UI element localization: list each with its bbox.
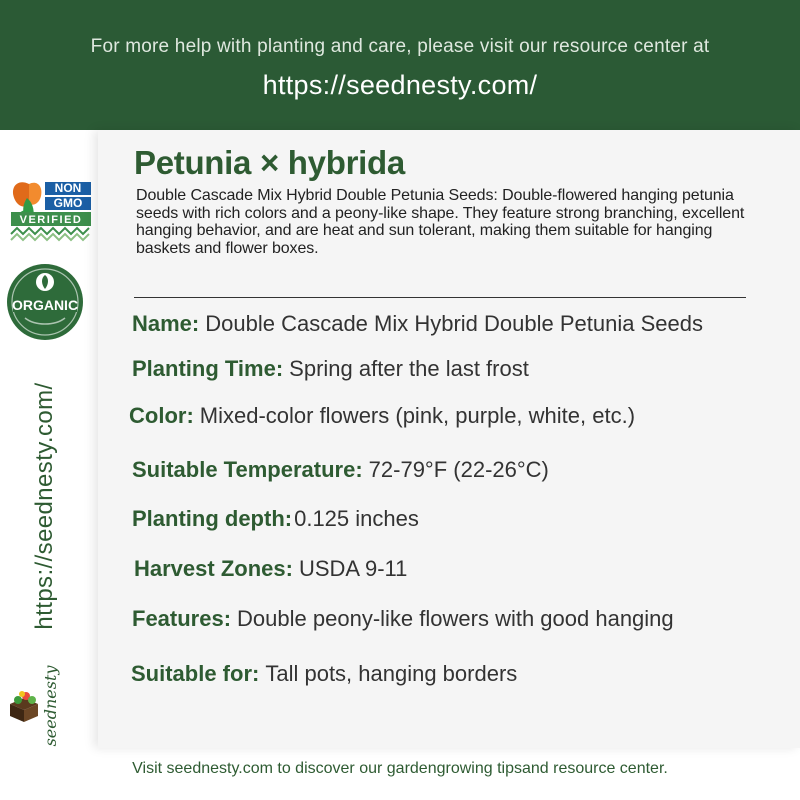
vertical-url-text: https://seednesty.com/ bbox=[31, 382, 58, 630]
spec-row-color bbox=[129, 403, 635, 429]
nongmo-line2: GMO bbox=[53, 196, 83, 210]
nongmo-line3: VERIFIED bbox=[19, 214, 83, 226]
spec-label: Planting Time: bbox=[132, 356, 284, 381]
product-title: Petunia × hybrida bbox=[134, 144, 405, 181]
spec-value: USDA 9-11 bbox=[298, 556, 408, 581]
spec-value: 0.125 inches bbox=[294, 506, 419, 531]
spec-label: Planting depth: bbox=[132, 506, 293, 531]
organic-badge-text: ORGANIC bbox=[11, 297, 79, 313]
organic-badge bbox=[5, 262, 85, 342]
title-divider bbox=[134, 297, 746, 298]
spec-label: Features: bbox=[132, 606, 232, 631]
seednesty-logo bbox=[6, 664, 76, 748]
spec-value: Spring after the last frost bbox=[289, 356, 529, 381]
top-banner bbox=[0, 0, 800, 130]
product-description: Double Cascade Mix Hybrid Double Petunia Seeds: Double-flowered hanging petunia seeds with rich colors and a peony-like shape. They feature strong branching, excellent hanging behavior, and are heat and sun tolerant, making them suitable for hanging baskets and flower boxes. bbox=[136, 187, 745, 257]
spec-label: Harvest Zones: bbox=[134, 556, 293, 581]
spec-row-name bbox=[132, 311, 703, 337]
spec-value: Mixed-color flowers (pink, purple, white, etc.) bbox=[199, 403, 636, 428]
nongmo-line1: NON bbox=[54, 181, 82, 195]
banner-url[interactable]: https://seednesty.com/ bbox=[262, 70, 538, 100]
spec-row-harvest-zones bbox=[134, 556, 407, 582]
brand-logo-text: seednesty bbox=[41, 665, 60, 747]
spec-row-planting-depth bbox=[132, 506, 419, 532]
footer-text: Visit seednesty.com to discover our gardengrowing tipsand resource center. bbox=[132, 760, 668, 777]
product-info-card bbox=[98, 130, 800, 748]
spec-row-features bbox=[132, 606, 674, 632]
spec-row-planting-time bbox=[132, 356, 529, 382]
spec-value: Double peony-like flowers with good hanging bbox=[237, 606, 674, 631]
banner-help-text: For more help with planting and care, please visit our resource center at bbox=[90, 36, 710, 57]
spec-row-temperature bbox=[132, 457, 549, 483]
spec-label: Suitable for: bbox=[131, 661, 260, 686]
vertical-website-url[interactable] bbox=[30, 366, 60, 646]
spec-label: Suitable Temperature: bbox=[132, 457, 363, 482]
spec-label: Name: bbox=[132, 311, 200, 336]
spec-value: 72-79°F (22-26°C) bbox=[368, 457, 549, 482]
spec-row-suitable-for bbox=[131, 661, 517, 687]
spec-label: Color: bbox=[129, 403, 194, 428]
spec-value: Double Cascade Mix Hybrid Double Petunia Seeds bbox=[205, 311, 703, 336]
spec-value: Tall pots, hanging borders bbox=[265, 661, 518, 686]
non-gmo-verified-badge bbox=[7, 178, 93, 242]
